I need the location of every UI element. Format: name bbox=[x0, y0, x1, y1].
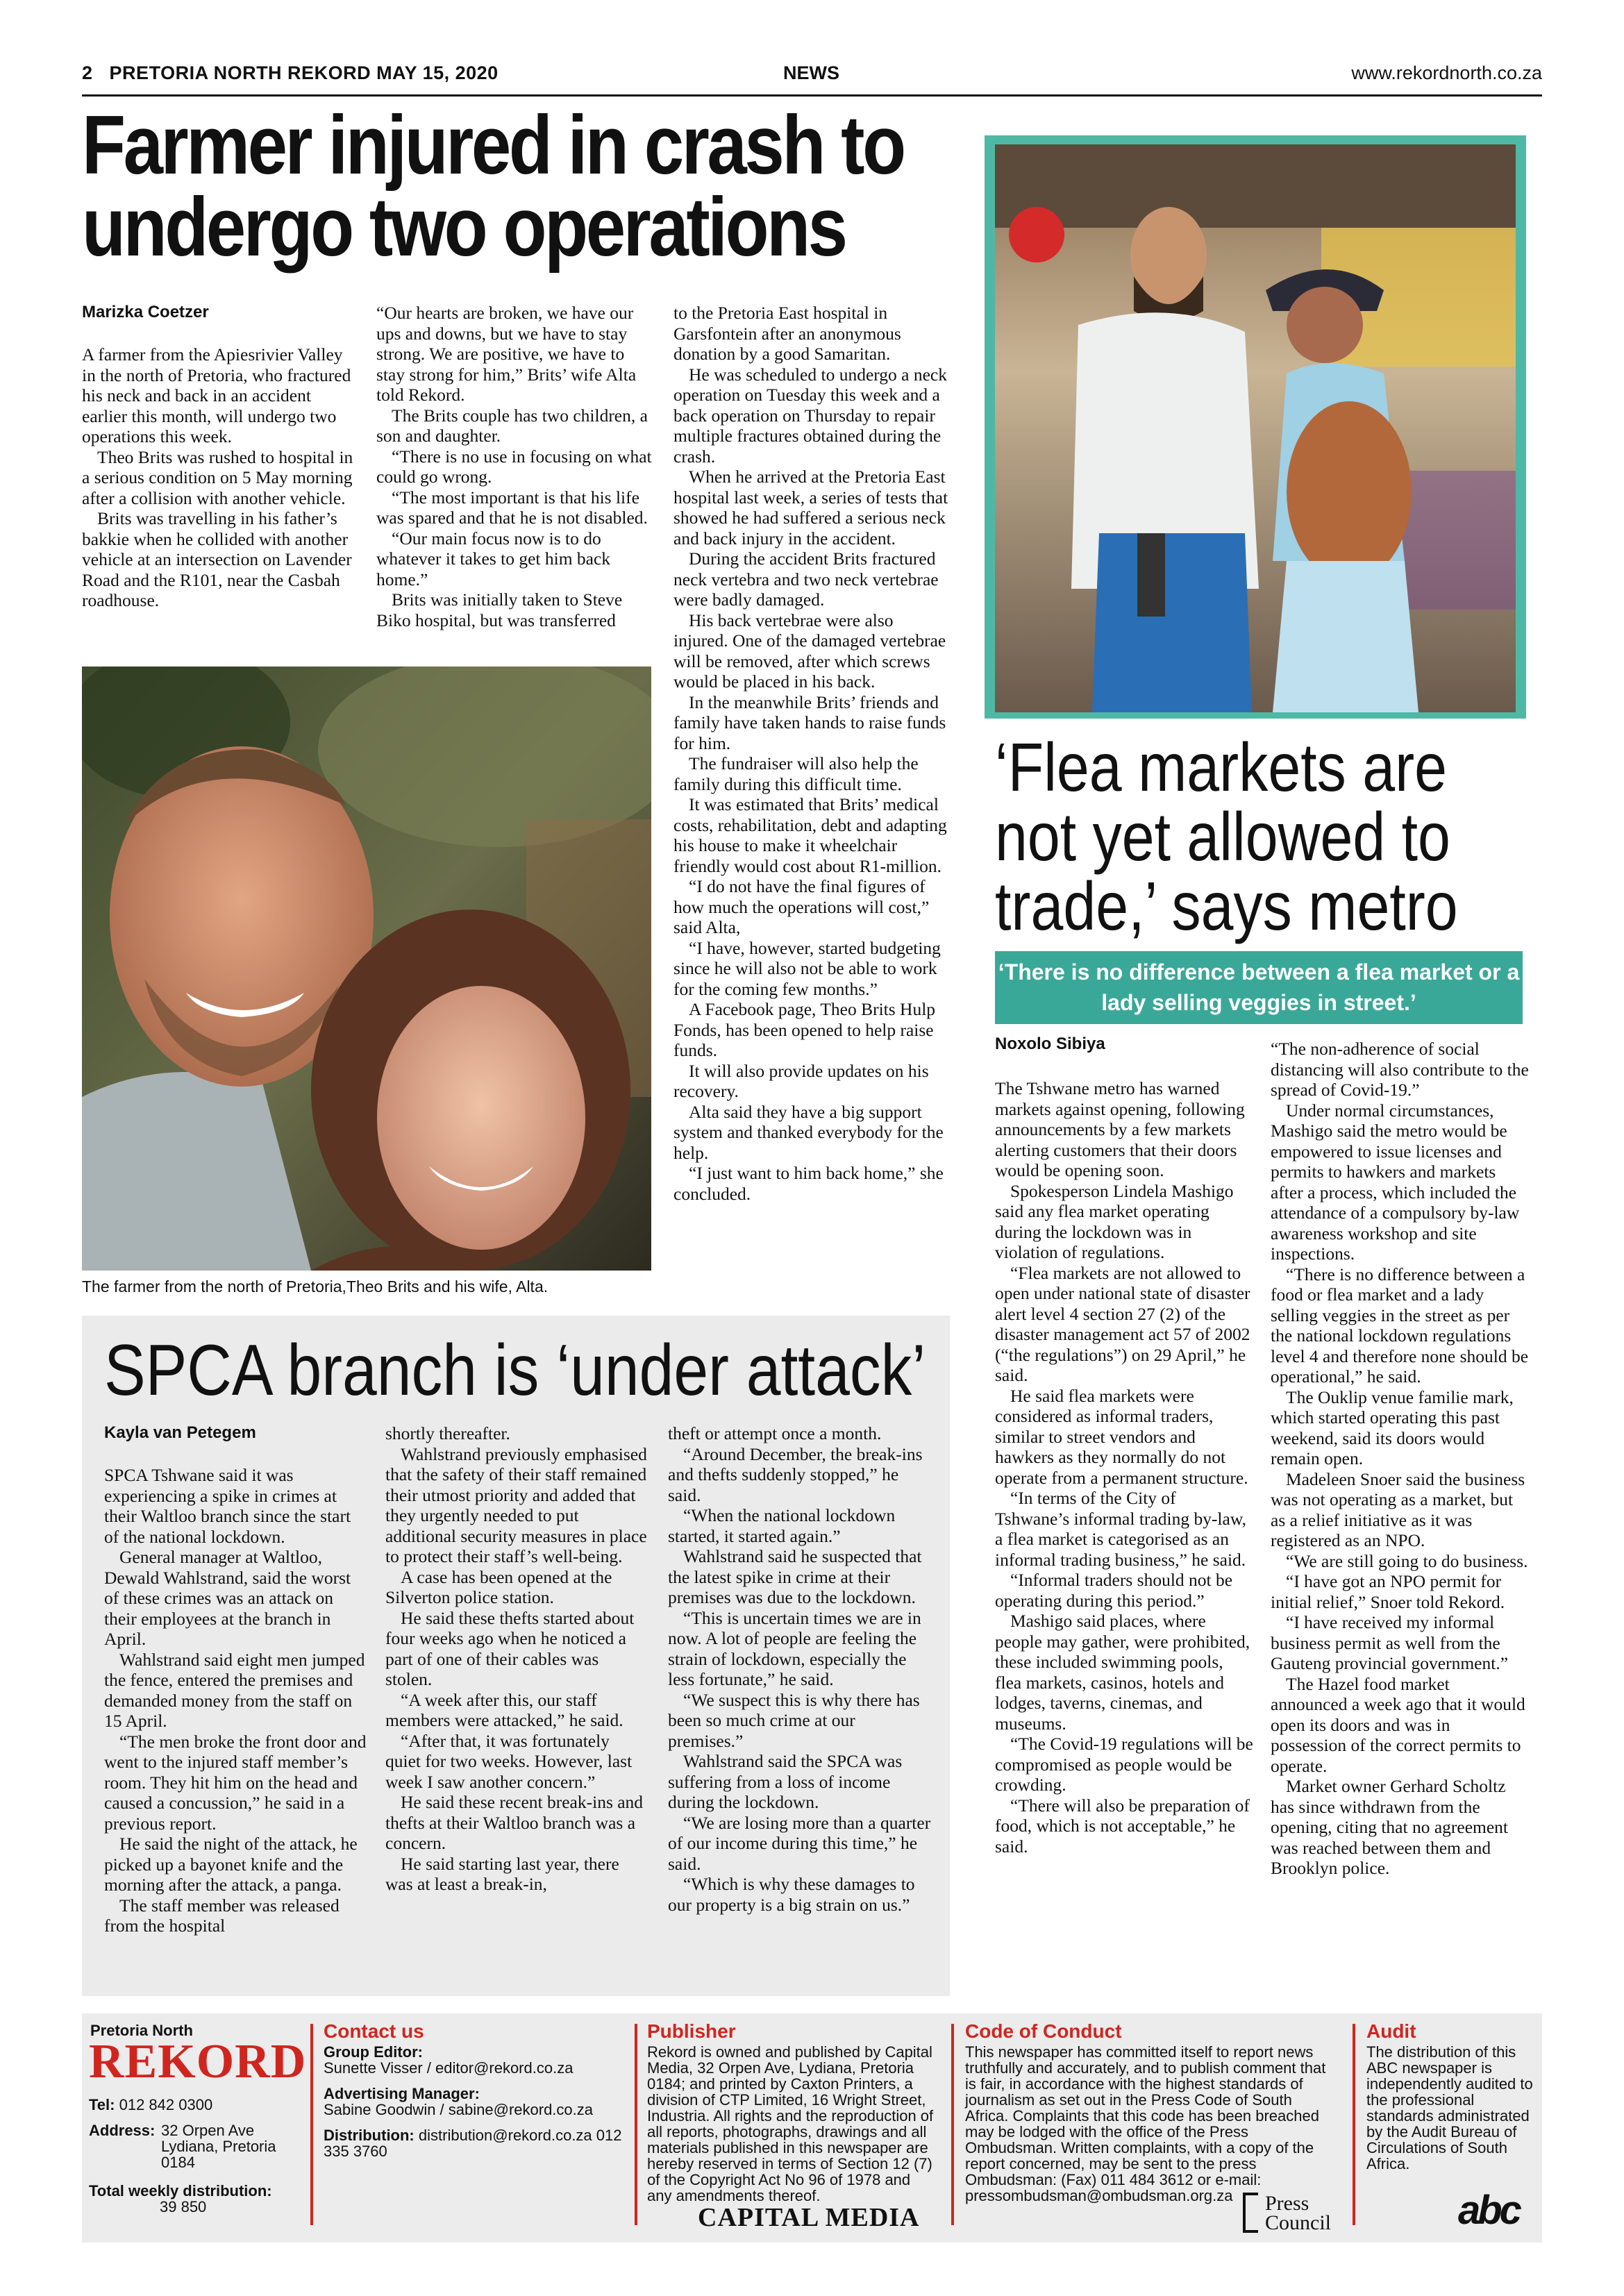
paragraph: The Ouklip venue familie mark, which started operating this past weekend, said its doors would remain open. bbox=[1271, 1386, 1514, 1468]
paragraph: “In terms of the City of Tshwane’s informal trading by-law, a flea market is categorised as an informal trading business,” he said. bbox=[995, 1488, 1246, 1570]
paragraph: General manager at Waltloo, Dewald Wahlstrand, said the worst of these crimes was an attack on their employees at the branch in April. bbox=[104, 1547, 351, 1649]
footer-divider-4 bbox=[1353, 2024, 1355, 2225]
paragraph: His back vertebrae were also injured. One of the damaged vertebrae will be removed, after which screws would be placed in his back. bbox=[673, 610, 946, 692]
publication-date: PRETORIA NORTH REKORD MAY 15, 2020 bbox=[109, 62, 499, 83]
paragraph: “There is no use in focusing on what could go wrong. bbox=[376, 446, 652, 487]
spca-col3 bbox=[668, 1423, 932, 1993]
paragraph: “We are losing more than a quarter of our income during this time,” he said. bbox=[668, 1812, 931, 1874]
farmer-headline bbox=[82, 99, 904, 274]
couple-photo bbox=[82, 667, 651, 1271]
spca-col1 bbox=[104, 1465, 368, 1993]
paragraph: “Which is why these damages to our property is a big strain on us.” bbox=[668, 1874, 915, 1915]
paragraph: “I have, however, started budgeting since he will also not be able to work for the coming few months.” bbox=[673, 937, 941, 999]
paragraph: “Our hearts are broken, we have our ups and downs, but we have to stay strong. We are positive, we have to stay strong for him,” Brits’ wife Alta told Rekord. bbox=[376, 303, 637, 405]
paragraph: theft or attempt once a month. bbox=[668, 1423, 882, 1443]
page-header-left bbox=[82, 62, 499, 84]
paragraph: Brits was initially taken to Steve Biko hospital, but was transferred bbox=[376, 589, 623, 630]
flea-market-photo bbox=[995, 144, 1516, 712]
footer-divider-3 bbox=[951, 2024, 954, 2225]
footer-divider-2 bbox=[635, 2024, 637, 2225]
footer-distribution-label: Total weekly distribution: bbox=[89, 2182, 272, 2199]
press-council-icon bbox=[1243, 2193, 1258, 2233]
footer-audit-title: Audit bbox=[1366, 2020, 1416, 2042]
paragraph: The Tshwane metro has warned markets against opening, following announcements by a few markets alerting customers that their doors would be opening soon. bbox=[995, 1078, 1245, 1180]
paragraph: “I have received my informal business permit as well from the Gauteng provincial government.” bbox=[1271, 1612, 1509, 1673]
paragraph: “The non-adherence of social distancing will also contribute to the spread of Covid-19.” bbox=[1271, 1039, 1529, 1100]
paragraph: “I just want to him back home,” she concluded. bbox=[673, 1163, 944, 1204]
paragraph: He said the night of the attack, he picked up a bayonet knife and the morning after the attack, a panga. bbox=[104, 1834, 358, 1895]
flea-market-headline bbox=[995, 729, 1458, 944]
paragraph: “I do not have the final figures of how much the operations will cost,” said Alta, bbox=[673, 876, 930, 937]
flea-col2 bbox=[1271, 1039, 1529, 1997]
paragraph: shortly thereafter. bbox=[385, 1423, 510, 1443]
footer-contact: Group Editor: Sunette Visser / editor@rekord.co.za Advertising Manager: Sabine Goodwin / sabine@rekord.co.za Distribution: distribution@rekord.co.za 012 335 3760 bbox=[324, 2043, 622, 2160]
farmer-headline-line2: undergo two operations bbox=[82, 181, 846, 274]
section-label: NEWS bbox=[783, 62, 839, 83]
flea-pullquote-banner: ‘There is no difference between a flea market or a lady selling veggies in street.’ bbox=[995, 951, 1523, 1024]
paragraph: “The most important is that his life was spared and that he is not disabled. bbox=[376, 487, 648, 528]
paragraph: “After that, it was fortunately quiet for two weeks. However, last week I saw another concern.” bbox=[385, 1730, 633, 1792]
footer-address: 32 Orpen Ave Lydiana, Pretoria 0184 bbox=[161, 2122, 276, 2171]
paragraph: Under normal circumstances, Mashigo said the metro would be empowered to issue licenses and permits to hawkers and markets after a process, which included the attendance of a compulsory by-law awareness workshop and site inspections. bbox=[1271, 1100, 1520, 1264]
paragraph: “Our main focus now is to do whatever it takes to get him back home.” bbox=[376, 528, 611, 589]
footer-publisher-text: Rekord is owned and published by Capital Media, 32 Orpen Ave, Lydiana, Pretoria 0184; and printed by Caxton Printers, a division of CTP Limited, 16 Wright Street, Industria. All rights and the reproduction of all reports, photographs, drawings and all materials published in this newspaper are hereby reserved in terms of Section 12 (7) of the Copyright Act No 96 of 1978 and any amendments thereof. bbox=[647, 2043, 934, 2204]
paragraph: He said flea markets were considered as informal traders, similar to street vendors and hawkers as they normally do not operate from a permanent structure. bbox=[995, 1385, 1248, 1488]
farmer-col3 bbox=[673, 303, 950, 1302]
farmer-col2 bbox=[376, 303, 653, 657]
footer-code-title: Code of Conduct bbox=[965, 2020, 1122, 2042]
spca-byline: Kayla van Petegem bbox=[104, 1423, 256, 1442]
footer-distribution: 39 850 bbox=[160, 2198, 207, 2215]
footer-tel: Tel: 012 842 0300 bbox=[89, 2096, 213, 2113]
paragraph: The Hazel food market announced a week ago that it would open its doors and was in possession of the correct permits to operate. bbox=[1271, 1673, 1525, 1776]
paragraph: to the Pretoria East hospital in Garsfontein after an anonymous donation by a good Samaritan. bbox=[673, 303, 901, 364]
spca-col2 bbox=[385, 1423, 649, 1993]
paragraph: “Around December, the break-ins and thefts suddenly stopped,” he said. bbox=[668, 1443, 923, 1505]
paragraph: “We suspect this is why there has been so much crime at our premises.” bbox=[668, 1689, 920, 1751]
footer-logo-small: Pretoria North bbox=[90, 2022, 193, 2039]
paragraph: Wahlstrand said he suspected that the latest spike in crime at their premises was due to the lockdown. bbox=[668, 1546, 922, 1607]
paragraph: Theo Brits was rushed to hospital in a serious condition on 5 May morning after a collision with another vehicle. bbox=[82, 446, 353, 508]
footer-publisher-title: Publisher bbox=[647, 2020, 736, 2042]
paragraph: The Brits couple has two children, a son and daughter. bbox=[376, 405, 648, 446]
paragraph: “There is no difference between a food or flea market and a lady selling veggies in the street as per the national lockdown regulations level 4 and therefore none should be operational,” he said. bbox=[1271, 1264, 1529, 1386]
farmer-col1 bbox=[82, 344, 358, 657]
couple-photo-caption: The farmer from the north of Pretoria,Theo Brits and his wife, Alta. bbox=[82, 1277, 549, 1296]
paragraph: The staff member was released from the hospital bbox=[104, 1895, 340, 1936]
paragraph: Wahlstrand said the SPCA was suffering from a loss of income during the lockdown. bbox=[668, 1751, 903, 1812]
paragraph: “Flea markets are not allowed to open under national state of disaster alert level 4 section 27 (2) of the disaster management act 57 of 2002 (“the regulations”) on 29 April,” he said. bbox=[995, 1262, 1250, 1385]
flea-col1 bbox=[995, 1078, 1253, 1981]
farmer-headline-line1: Farmer injured in crash to bbox=[82, 99, 904, 192]
paragraph: “The men broke the front door and went to the injured staff member’s room. They hit him on the head and caused a concussion,” he said in a previous report. bbox=[104, 1731, 367, 1834]
paragraph: Wahlstrand previously emphasised that the safety of their staff remained their utmost priority and added that they urgently needed to put additional security measures in place to protect their staff’s well-being. bbox=[385, 1443, 647, 1566]
paragraph: Market owner Gerhard Scholtz has since withdrawn from the opening, citing that no agreement was reached between them and Brooklyn police. bbox=[1271, 1776, 1509, 1878]
paragraph: Mashigo said places, where people may gather, were prohibited, these included swimming pools, flea markets, casinos, hotels and lodges, taverns, cinemas, and museums. bbox=[995, 1611, 1250, 1734]
flea-headline-line2: not yet allowed to bbox=[995, 798, 1450, 875]
footer-divider-1 bbox=[310, 2024, 313, 2225]
paragraph: Wahlstrand said eight men jumped the fence, entered the premises and demanded money from the staff on 15 April. bbox=[104, 1649, 365, 1731]
paragraph: SPCA Tshwane said it was experiencing a spike in crimes at their Waltloo branch since the start of the national lockdown. bbox=[104, 1465, 351, 1547]
spca-headline: SPCA branch is ‘under attack’ bbox=[104, 1330, 926, 1411]
capital-media-logo: CAPITAL MEDIA bbox=[698, 2203, 920, 2232]
paragraph: In the meanwhile Brits’ friends and family have taken hands to raise funds for him. bbox=[673, 692, 946, 753]
paragraph: He said starting last year, there was at least a break-in, bbox=[385, 1853, 619, 1894]
paragraph: “This is uncertain times we are in now. A lot of people are feeling the strain of lockdown, especially the less fortunate,” he said. bbox=[668, 1607, 921, 1689]
paragraph: “There will also be preparation of food, which is not acceptable,” he said. bbox=[995, 1795, 1250, 1857]
paragraph: He said these recent break-ins and thefts at their Waltloo branch was a concern. bbox=[385, 1792, 644, 1853]
paragraph: Spokesperson Lindela Mashigo said any flea market operating during the lockdown was in violation of regulations. bbox=[995, 1180, 1234, 1262]
footer-audit-text: The distribution of this ABC newspaper is independently audited to the professional standards administrated by the Audit Bureau of Circulations of South Africa. bbox=[1366, 2043, 1533, 2172]
press-council-logo: Press Council bbox=[1265, 2192, 1331, 2234]
paragraph: The fundraiser will also help the family during this difficult time. bbox=[673, 753, 919, 794]
paragraph: It was estimated that Brits’ medical costs, rehabilitation, debt and adapting his house to make it wheelchair friendly would cost about R1-million. bbox=[673, 794, 947, 876]
flea-headline-line3: trade,’ says metro bbox=[995, 868, 1458, 944]
paragraph: Brits was travelling in his father’s bakkie when he collided with another vehicle at an intersection on Lavender Road and the R101, near the Casbah roadhouse. bbox=[82, 508, 352, 610]
paragraph: It will also provide updates on his recovery. bbox=[673, 1060, 929, 1101]
paragraph: During the accident Brits fractured neck vertebra and two neck vertebrae were badly damaged. bbox=[673, 548, 939, 610]
paragraph: “When the national lockdown started, it started again.” bbox=[668, 1505, 896, 1546]
rekord-logo: REKORD bbox=[89, 2035, 307, 2088]
paragraph: He was scheduled to undergo a neck operation on Tuesday this week and a back operation on Thursday to repair multiple fractures obtained during the crash. bbox=[673, 364, 947, 467]
paragraph: Alta said they have a big support system and thanked everybody for the help. bbox=[673, 1101, 944, 1163]
flea-headline-line1: ‘Flea markets are bbox=[995, 729, 1448, 805]
paragraph: A case has been opened at the Silverton police station. bbox=[385, 1566, 612, 1607]
paragraph: A Facebook page, Theo Brits Hulp Fonds, has been opened to help raise funds. bbox=[673, 999, 936, 1060]
footer-contact-title: Contact us bbox=[324, 2020, 424, 2042]
footer-address-label: Address: bbox=[89, 2122, 156, 2139]
paragraph: “The Covid-19 regulations will be compromised as people would be crowding. bbox=[995, 1734, 1253, 1795]
paragraph: “We are still going to do business. bbox=[1286, 1550, 1528, 1571]
paragraph: He said these thefts started about four weeks ago when he noticed a part of one of their cables was stolen. bbox=[385, 1607, 635, 1689]
paragraph: “A week after this, our staff members were attacked,” he said. bbox=[385, 1689, 623, 1730]
paragraph: “I have got an NPO permit for initial relief,” Snoer told Rekord. bbox=[1271, 1571, 1505, 1612]
paragraph: A farmer from the Apiesrivier Valley in the north of Pretoria, who fractured his neck and back in an accident earlier this month, will undergo two operations this week. bbox=[82, 344, 351, 446]
farmer-byline: Marizka Coetzer bbox=[82, 303, 209, 321]
paragraph: Madeleen Snoer said the business was not operating as a market, but as a relief initiative as it was registered as an NPO. bbox=[1271, 1468, 1525, 1550]
header-rule bbox=[82, 94, 1542, 97]
paragraph: “Informal traders should not be operating during this period.” bbox=[995, 1570, 1233, 1611]
page-number: 2 bbox=[82, 62, 93, 83]
website-link[interactable]: www.rekordnorth.co.za bbox=[1351, 62, 1542, 83]
footer-code-text: This newspaper has committed itself to report news truthfully and accurately, and to publish comment that is fair, in accordance with the highest standards of journalism as set out in the Press Code of South Africa. Complaints that this code has been breached may be lodged with the office of the Press Ombudsman. Written complaints, with a copy of the report concerned, may be sent to the press Ombudsman: (Fax) 011 484 3612 or e-mail: pressombudsman@ombudsman.org.za bbox=[965, 2043, 1326, 2204]
flea-byline: Noxolo Sibiya bbox=[995, 1034, 1105, 1053]
abc-logo: abc bbox=[1458, 2188, 1519, 2233]
paragraph: When he arrived at the Pretoria East hospital last week, a series of tests that showed he had suffered a serious neck and back injury in the accident. bbox=[673, 467, 948, 548]
